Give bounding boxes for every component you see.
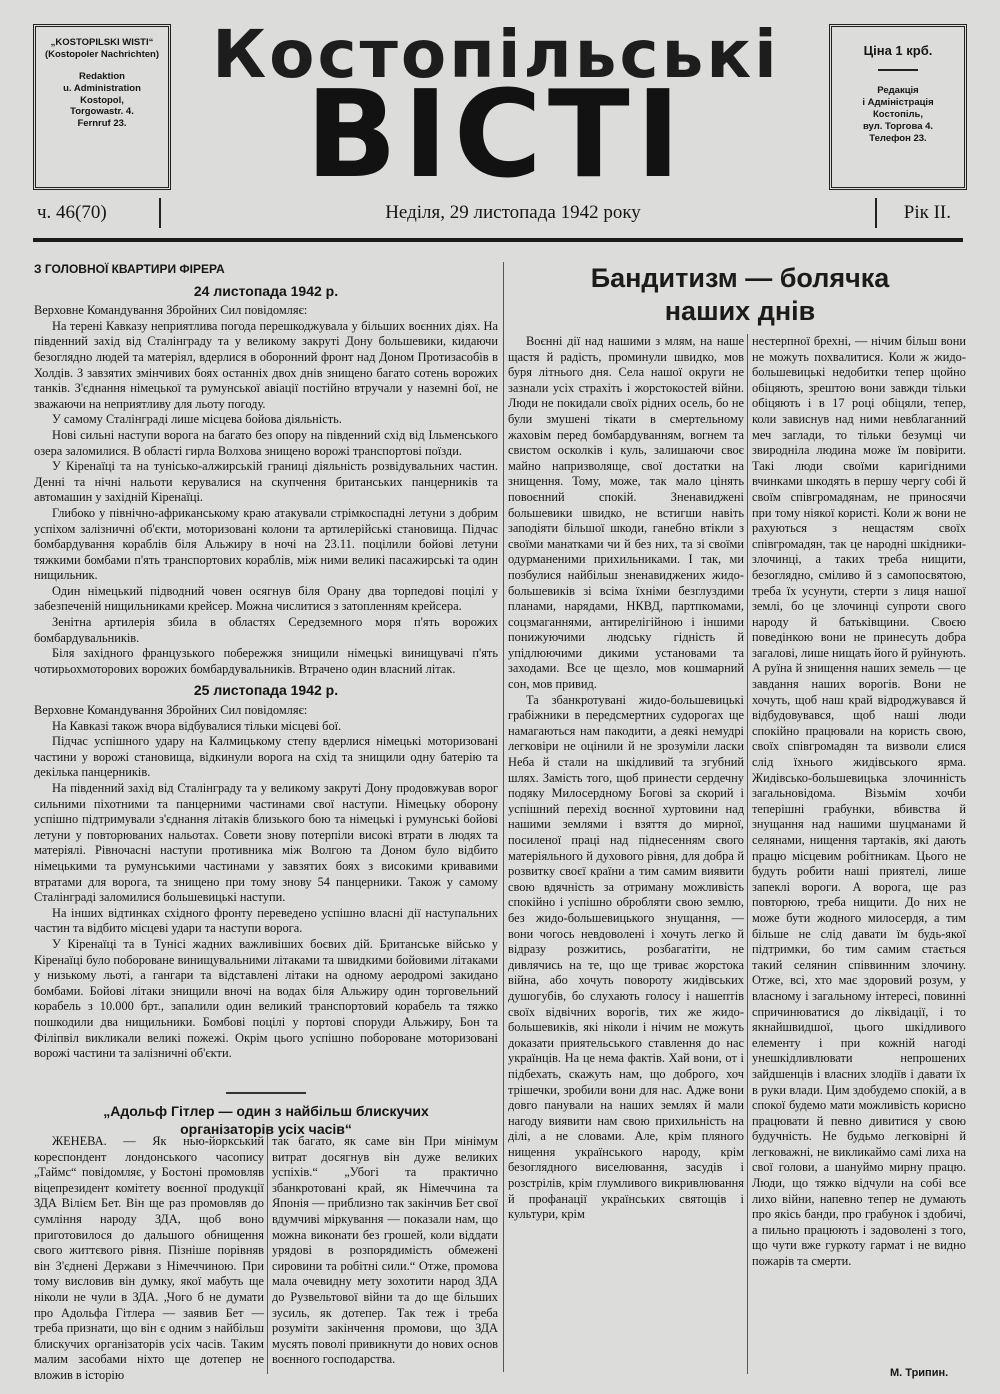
- lead-col-a-para: Та збанкротувані жидо-большевицькі грабіжники в передсмертних судорогах ще намагаються нам пакодити, а деякі немудрі легковіри не оцінили й не зрозуміли ласки Неба й стали на шкідливий та згубний шлях. Замість того, щоб принести сердечну подяку Милосердному Богові за скорий і успішний перехід воєнної хуртовини над нашими землями і взяття до мирної, посиленої праці над піднесенням свого матеріяльного й духового рівня, для добра й розвитку своєї країни а тим самим виявити свою вдячність за отриману можливість спокійно і успішно обробляти свою землю, без жидо-большевицького знущання, — вони чогось невдоволені і хочуть легко й відразу розжитись, розбагатіти, не дивлячись на те, що ще триває жорстока війна, або хочуть повороту жидівських душогубів, бо слухають голосу і нашептів своїх відвічних ворогів, тих же жидо-большевиків, які ніколи і нічим не можуть доказати приятельського ставлення до нас українців. На це нема фактів. Хай вони, от і підбехать, скажуть нам, що доброго, хоч трішечки, зробили вони для нас. Адже вони довго панували на наших землях й мали нагоду виявити нам свою прихильність на ділі, а не словами. Але, крім пляного нищення українського народу, крім безоглядного виселювання, засудів і розстрілів, крім глумливого викривлювання й профанації українських святощів і культури, крім: [508, 692, 744, 1222]
- report-1-para: У самому Сталінграді лише місцева бойова діяльність.: [52, 412, 342, 427]
- issue-number: ч. 46(70): [37, 202, 107, 223]
- lead-col-b-para: нестерпної брехні, — нічим більш вони не можуть похвалитися. Коли ж жидо-большевицькі недобитки тепер щойно обіцяють, зрештою вони завжди тільки обіцяють і в 17 році обіцяли, тепер, коли зависнув над ними невблаганний меч заглади, то тільки безумці чи звироднілa людина може їм повірити. Такі люди своїми каригідними вчинками шкодять в першу чергу собі й своїм співгромадянам, не приносячи при тому ніякої користі. Коли ж вони не рахуються з нещастям своїх співгромадян, так це народні шкідники-злочинці, а таких треба нищити, безоглядно, сміливо й з самопосвятою, треба їх усунути, стерти з лиця нашої землі, бо це злочинці супроти свого народу й батьківщини. Своєю поведінкою вони не принесуть добра загалові, лише нищать його й руйнують. А руїна й знищення наших земель — це завдання наших ворогів. Вони не хочуть, щоб наш край відроджувався й відбудовувався, щоб наші люди спокійно працювали на користь свою, своїх співгромадян та визволи єлися слід їхнього жидівського ярма. Жидівсько-большевицька злочинність загальновідома. Візьмім хочби теперішні грабунки, вбивства й знущання над нашими шуцманами й селянами, нищення тартаків, які дають працю місцевим робітникам. Цього не будуть робити наші приятелі, лише запеклі вороги. А ворога, ще раз повторюю, треба нищити. До них не може бути жодного милосердя, а тим більше не слід давати їм будь-якої підтримки, бо тим самим стається такий селянин співвинним злочину. Отже, всі, хто має здоровий розум, у власному і загальному інтересі, повинні спричинюватися до ліквідації, і то якнайшвидшої, цього шкідливого елементу і при кожній нагоді унешкідливлювати непрошених зайдшенців і власних злодіїв і давати їх в руки влади. Цим здобудемо спокій, а в спокої будемо мати можливість корисно працювати й певно дивитися у свою будучність. Не будьмо легковірні й легковажні, не викликаймо самі лиха на свої голови, а шануймо мирну працю. Люди, що тяжко відчули на собі все лихо війни, напевно тепер не думають про якісь банди, про грабунок і здобичі, а пильно працюють і задоволені з того, що чути вже гуркоту гармат і не видно пожарів та смерти.: [752, 334, 966, 1269]
- report-1-para: Один німецький підводний човен осягнув біля Орану два торпедові поцілі у забезпеченій нищильниками крейсер. Можна числитися з затопленням крейсера.: [34, 583, 498, 614]
- german-city: Kostopol,: [80, 94, 124, 106]
- ukr-phone: Телефон 23.: [869, 132, 927, 144]
- report-1-para: Зенітна артилерія збила в областях Середземного моря п'ять ворожих бомбардувальників.: [34, 615, 498, 645]
- lead-col-a-para: Воєнні дії над нашими з млям, на наше щастя й радість, проминули швидко, мов буря літнього дня. Села нашої округи не зазнали усіх страхіть і жорстокостей війни. Люди не покидали своїх рідних осель, бо не були змушені тікати в смертельному жаховім перед бомбардуванням, вогнем та свистом осколків і куль, залишаючи своє майно напризволяще, свої достатки на знищення. Тому, може, так мало цінять повоєнний спокій. Зненавиджені большевики швидко, не встигши навіть заподіяти більшої шкоди, ганебно втікли з своїми манатками чи й без них, та зі своїми одурманеними прихильниками. І так, ми позбулися найбільш зненавиджених жидо-большевиків зі всіма їхніми безглуздими планами, нарядами, НКВД, партпкомами, соцзмаганнями, антирелігійною і іншими понижуючими людську гідність й упідлюючими дикими установами та заходами. Все це щезло, мов кошмарний сон, мов привид.: [508, 334, 744, 692]
- hitler-head-rule: [226, 1092, 306, 1094]
- newspaper-title-top: Костопільські: [212, 16, 780, 93]
- german-subtitle: (Kostopoler Nachrichten): [44, 48, 159, 60]
- lead-headline: [520, 262, 960, 328]
- report-1-para: Глибоко у північно-африканському краю атакували стрімкоспадні летуни з добрим успіхом залізничні об'єкти, моторизовані колони та артилерійські становища. Підчас бомбардування кораблів біля Альжиру в ночі на 23.11. поцілили бойові летуни тяжкими бомбами п'ять транспортових кораблів, між ними великі пасажирські та один нищильник.: [34, 505, 498, 583]
- column-rule-2: [747, 334, 748, 1374]
- report-2-para: На Кавказі також вчора відбувалися тільки місцеві бої.: [52, 718, 342, 733]
- dateline-divider-right: [875, 198, 877, 228]
- price-imprint-box: [829, 24, 967, 190]
- ukr-street: вул. Торгова 4.: [862, 120, 934, 132]
- ukr-city: Костопіль,: [873, 109, 923, 120]
- hitler-headline-line-1: „Адольф Гітлер — один з найбільш блискучих: [103, 1102, 429, 1119]
- report-2-para: На інших відтинках східного фронту переведено успішно власні дії наступальних частин та відбито місцеві удари та наступи ворога.: [34, 905, 498, 936]
- german-redaktion: Redaktion: [79, 70, 125, 82]
- price-divider: [878, 69, 918, 71]
- german-imprint-box: [33, 24, 171, 190]
- lead-article-col-a: [508, 334, 744, 1223]
- report-2-para: Підчас успішного удару на Калмицькому степу вдерлися німецькі моторизовані частини у ворожі становища, відкинули ворога на схід та знищили одну батерію та декілька панцерників.: [34, 734, 498, 780]
- hitler-article-headline: [34, 1092, 498, 1138]
- hitler-article-col-a: [34, 1134, 264, 1384]
- hitler-article-col-b: [272, 1134, 498, 1368]
- report-date-1: 24 листопада 1942 р.: [193, 282, 339, 299]
- report-date-2: 25 листопада 1942 р.: [193, 682, 339, 699]
- report-1-para: У Кіренаїці та на тунісько-алжирській границі діяльність розвідувальних частин. Денні та нічні нальоти керувалися на скупчення британських панцерників та автомашин у західній Кіренаїці.: [34, 459, 498, 505]
- issue-year: Рік II.: [903, 202, 951, 223]
- dateline-divider-left: [159, 198, 161, 228]
- german-phone: Fernruf 23.: [77, 118, 127, 130]
- ukr-admin: і Адміністрація: [862, 97, 934, 109]
- german-title: „KOSTOPILSKI WISTI“: [50, 37, 154, 48]
- dateline-bar: [33, 192, 963, 242]
- ukr-editorial: Редакція: [877, 85, 919, 97]
- hitler-col-a-text: ЖЕНЕВА. — Як нью-йоркський кореспондент лондонського часопису „Таймс“ повідомляє, у Бостоні промовляв віцепрезидент комітету воєнної продукції ЗДА Вілієм Бет. Він ще раз промовляв до сумління народу ЗДА, щоб воно приготовилося до дальшого обнищення свого життєвого рівня. Пізніше порівняв він З'єднені Держави з Німеччиною. При тому висловив він думку, якої мабуть ще ніколи не чули в ЗДА. „Чого б не думати про Адольфа Гітлера — заявив Бет — треба признати, що він є одним з найбільш блискучих організаторів усіх часів. Таким малим засобами ніхто ще дотепер не вложив в історію: [34, 1134, 264, 1382]
- german-admin: u. Administration: [63, 82, 141, 94]
- column-rule-3: [267, 1134, 268, 1374]
- price: Ціна 1 крб.: [863, 43, 933, 58]
- hitler-col-b-text: так багато, як саме він При мінімум витрат досягнув він дуже великих успіхів.“ „Убогі та практично збанкротовані край, як Німеччина та Японія — приблизно так закінчив Бет свої вдумчиві міркування — показали нам, що можна виконати без грошей, коли віддати урядові в розпорядимість обмежені сировини та робітні сили.“ Отже, промова мала очевидну мету зохотити народ ЗДА до Рузвельтової війни та до ще більших зусиль, як дотепер. Так теж і треба розуміти закінчення промови, що ЗДА мусять поволі привикнути до нових основ воєнного господарства.: [272, 1134, 498, 1367]
- german-street: Torgowastr. 4.: [70, 106, 134, 118]
- author-signature: М. Трипин.: [890, 1367, 949, 1379]
- column-rule-1: [503, 262, 504, 1372]
- hq-report-column: [34, 262, 498, 1062]
- lead-headline-line-2: наших днів: [664, 296, 816, 326]
- report-1-para: Біля західного французького побережжя знищили німецькі винищувачі п'ять чотирьохмоторових ворожих бомбардувальників. Втрачено один власний літак.: [34, 646, 498, 676]
- issue-date: Неділя, 29 листопада 1942 року: [385, 202, 641, 223]
- lead-headline-line-1: Бандитизм — болячка: [590, 263, 890, 293]
- lead-article-col-b: [752, 334, 966, 1270]
- report-1-para: На терені Кавказу неприятлива погода перешкоджувала у більших воєнних діях. На південний захід від Сталінграду та у великому закруті Дону большевики, кидаючи безоглядно людей та матеріял, вдерлися в оборонний фронт над Доном Протизасобів в Холдів. З завзятих змінчивих боях останніх двох днів знищено багато сотень ворожих танків. З'єднання німецької та румунської авіації постійно втручали у наземні бої, не зважаючи на неприятливу для льоту погоду.: [34, 318, 498, 411]
- report-2-para: На південний захід від Сталінграду та у великому закруті Дону продовжував ворог сильними піхотними та панцерними частинами свої наступи. Німецьку оборону успішно підтримували з'єднання літаків близького бою та німецькі і румунські бойові летуни у повторюваних нальотах. Совети знову потерпіли високі втрати в людях та матеріялі. Рівночасні наступи противника між Волгою та Доном було відбито німецькими та румунськими частинами у завзятих боях з високими кривавими втратами для ворога, та знищено при тому знову 54 панцерники. Також у самому Сталінграді заломилися большевицькі наступи.: [34, 781, 498, 905]
- hitler-headline-line-2: організаторів усіх часів“: [180, 1120, 352, 1137]
- hq-section-label: З ГОЛОВНОЇ КВАРТИРИ ФІРЕРА: [34, 262, 225, 276]
- newspaper-title-main: ВІСТІ: [305, 66, 687, 205]
- report-2-para: У Кіренаїці та в Тунісі жадних важливіших боєвих дій. Британське військо у Кіренаїці було побороване винищувальними літаками та швидкими бойовими літаками у низькому льоті, а гангари та відставлені літаки на одному аеродромі закидано бомбами. Бойові літаки знищили вночі на водах біля Альжиру один торговельний корабель з 10.000 брт., запалили один великий транспортовий корабель та тяжко пошкодили два нищильники. Бомбові поцілі у портові споруди Альжиру, Бон та Філіпвіл викликали великі пожежі. Окрім цього успішно побороване моторизовані ворожі частини та залізничні об'єкти.: [34, 936, 498, 1061]
- report-2-intro: Верховне Командування Збройних Сил повідомляє:: [34, 703, 308, 718]
- report-1-intro: Верховне Командування Збройних Сил повідомляє:: [34, 303, 308, 318]
- report-1-para: Нові сильні наступи ворога на багато без опору на південний схід від Ільменського озера заломилися. В області гирла Волхова знищено ворожі транспортові поїзди.: [34, 427, 498, 458]
